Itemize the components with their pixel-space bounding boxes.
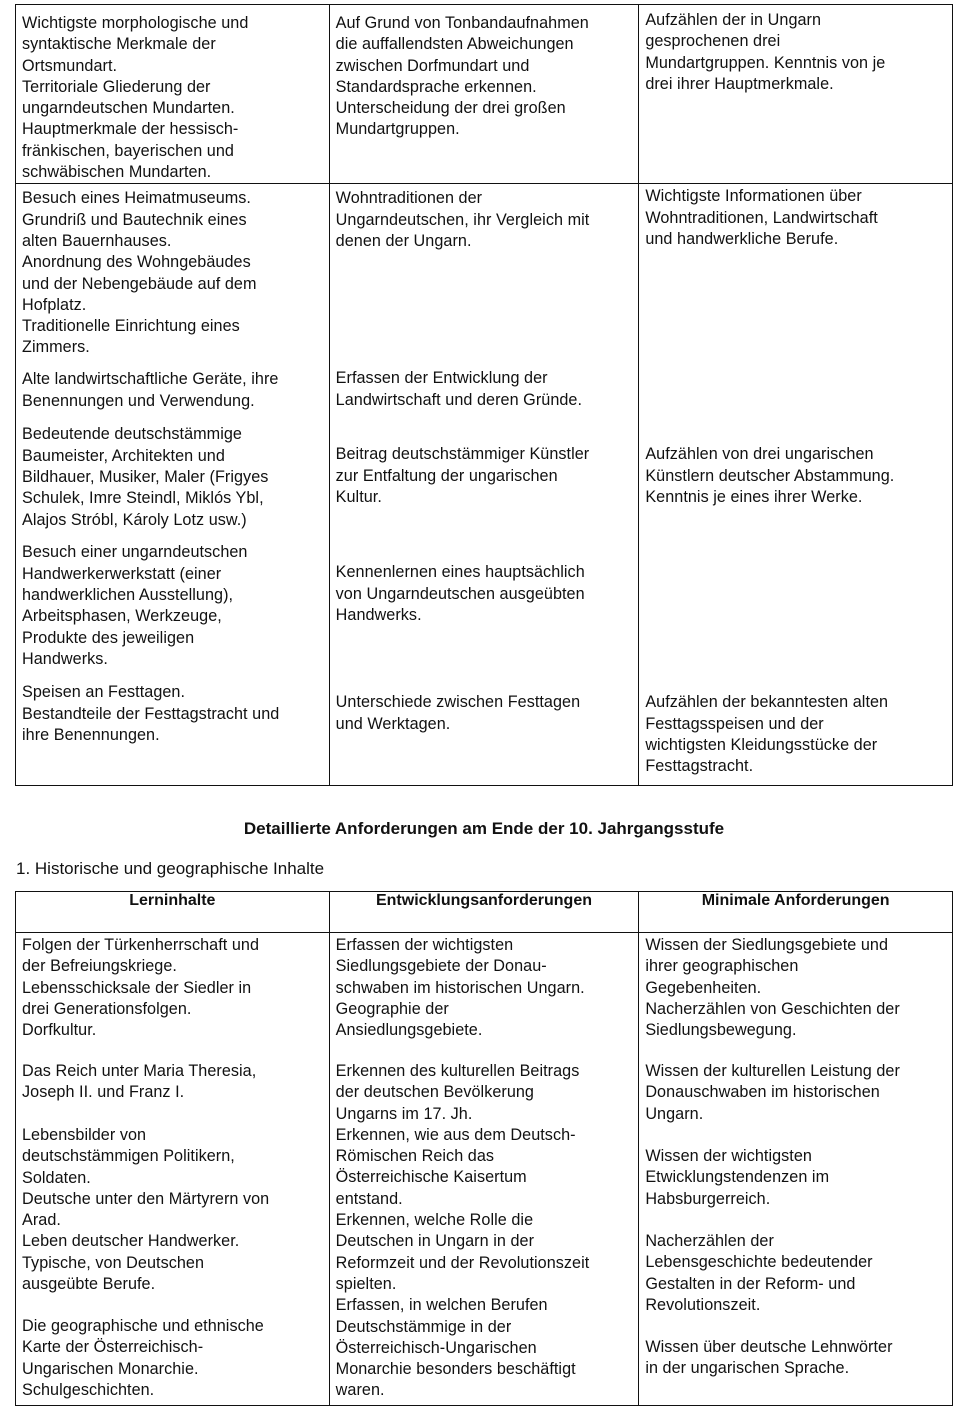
cell-text: Wohntraditionen der Ungarndeutschen, ihr Vergleich mit denen der Ungarn.: [335, 189, 590, 250]
cell-text: Das Reich unter Maria Theresia, Joseph II. und Franz I.: [22, 1062, 257, 1102]
cell-text: Beitrag deutschstämmiger Künstler zur Entfaltung der ungarischen Kultur.: [335, 445, 590, 506]
cell-text: Erfassen der Entwicklung der Landwirtschaft und deren Gründe.: [335, 369, 583, 409]
table-row: [16, 5, 953, 184]
section-title: Detaillierte Anforderungen am Ende der 10. Jahrgangsstufe: [243, 819, 725, 838]
table-cell: [16, 184, 330, 786]
table-cell: [16, 933, 330, 1406]
table-header-row: [16, 892, 953, 933]
cell-text: Folgen der Türkenherrschaft und der Befreiungskriege. Lebensschicksale der Siedler in drei Generationsfolgen. Dorfkultur.: [22, 936, 260, 1040]
table-row: [16, 933, 953, 1406]
table-cell: [16, 5, 330, 184]
cell-text: Erfassen der wichtigsten Siedlungsgebiete der Donau- schwaben im historischen Ungarn. Geographie der Ansiedlungsgebiete.: [335, 936, 585, 1040]
cell-text: Aufzählen der bekanntesten alten Festtagsspeisen und der wichtigsten Kleidungsstücke der Festtagstracht.: [645, 693, 889, 776]
cell-text: Wissen über deutsche Lehnwörter in der ungarischen Sprache.: [645, 1338, 893, 1378]
column-header-minimale-anforderungen: Minimale Anforderungen: [639, 892, 953, 933]
upper-requirements-table: [15, 4, 953, 786]
table-cell: [639, 184, 953, 786]
cell-text: Wichtigste morphologische und syntaktische Merkmale der Ortsmundart. Territoriale Gliederung der ungarndeutschen Mundarten. Hauptmerkmale der hessisch- fränkischen, bayerischen und schwäbischen Mundarten.: [22, 14, 249, 182]
cell-text: Unterschiede zwischen Festtagen und Werktagen.: [335, 693, 581, 733]
cell-text: Wissen der kulturellen Leistung der Donauschwaben im historischen Ungarn.: [645, 1062, 900, 1123]
cell-text: Wissen der Siedlungsgebiete und ihrer geographischen Gegebenheiten. Nacherzählen von Geschichten der Siedlungsbewegung.: [645, 936, 900, 1040]
cell-text: Die geographische und ethnische Karte der Österreichisch- Ungarischen Monarchie. Schulgeschichten.: [22, 1317, 264, 1399]
table-cell: [329, 184, 639, 786]
table-cell: [329, 933, 639, 1406]
cell-text: Auf Grund von Tonbandaufnahmen die auffallendsten Abweichungen zwischen Dorfmundart und Standardsprache erkennen. Unterscheidung der drei großen Mundartgruppen.: [335, 14, 589, 139]
cell-text: Kennenlernen eines hauptsächlich von Ungarndeutschen ausgeübten Handwerks.: [335, 563, 585, 624]
cell-text: Alte landwirtschaftliche Geräte, ihre Benennungen und Verwendung.: [22, 370, 279, 410]
cell-text: Besuch eines Heimatmuseums. Grundriß und Bautechnik eines alten Bauernhauses. Anordnung des Wohngebäudes und der Nebengebäude auf dem Hofplatz. Traditionelle Einrichtung eines Zimmers.: [22, 189, 257, 357]
cell-text: Speisen an Festtagen. Bestandteile der Festtagstracht und ihre Benennungen.: [22, 683, 280, 744]
cell-text: Bedeutende deutschstämmige Baumeister, Architekten und Bildhauer, Musiker, Maler (Frigyes Schulek, Imre Steindl, Miklós Ybl, Alajos Stróbl, Károly Lotz usw.): [22, 425, 269, 529]
cell-text: Aufzählen der in Ungarn gesprochenen drei Mundartgruppen. Kenntnis von je drei ihrer Hauptmerkmale.: [645, 11, 886, 93]
table-row: [16, 184, 953, 786]
cell-text: Wichtigste Informationen über Wohntraditionen, Landwirtschaft und handwerkliche Berufe.: [645, 187, 878, 248]
cell-text: Wissen der wichtigsten Etwicklungstendenzen im Habsburgerreich.: [645, 1147, 830, 1208]
column-header-entwicklungsanforderungen: Entwicklungsanforderungen: [329, 892, 639, 933]
cell-text: Lebensbilder von deutschstämmigen Politikern, Soldaten. Deutsche unter den Märtyrern von Arad. Leben deutscher Handwerker. Typische, von Deutschen ausgeübte Berufe.: [22, 1126, 270, 1294]
section-subtitle: 1. Historische und geographische Inhalte: [16, 859, 325, 878]
cell-text: Besuch einer ungarndeutschen Handwerkerwerkstatt (einer handwerklichen Ausstellung), Arbeitsphasen, Werkzeuge, Produkte des jeweiligen Handwerks.: [22, 543, 248, 668]
cell-text: Nacherzählen der Lebensgeschichte bedeutender Gestalten in der Reform- und Revolutionszeit.: [645, 1232, 873, 1314]
cell-text: Erkennen des kulturellen Beitrags der deutschen Bevölkerung Ungarns im 17. Jh. Erkennen, wie aus dem Deutsch- Römischen Reich das Österreichische Kaisertum entstand. Erkennen, welche Rolle die Deutschen in Ungarn in der Reformzeit und der Revolutionszeit spielten. Erfassen, in welchen Berufen Deutschstämmige in der Österreichisch-Ungarischen Monarchie besonders beschäftigt waren.: [335, 1062, 590, 1400]
table-cell: [639, 5, 953, 184]
table-cell: [329, 5, 639, 184]
table-cell: [639, 933, 953, 1406]
cell-text: Aufzählen von drei ungarischen Künstlern deutscher Abstammung. Kenntnis je eines ihrer Werke.: [645, 445, 895, 506]
column-header-lerninhalte: Lerninhalte: [16, 892, 330, 933]
lower-requirements-table: [15, 891, 953, 1406]
